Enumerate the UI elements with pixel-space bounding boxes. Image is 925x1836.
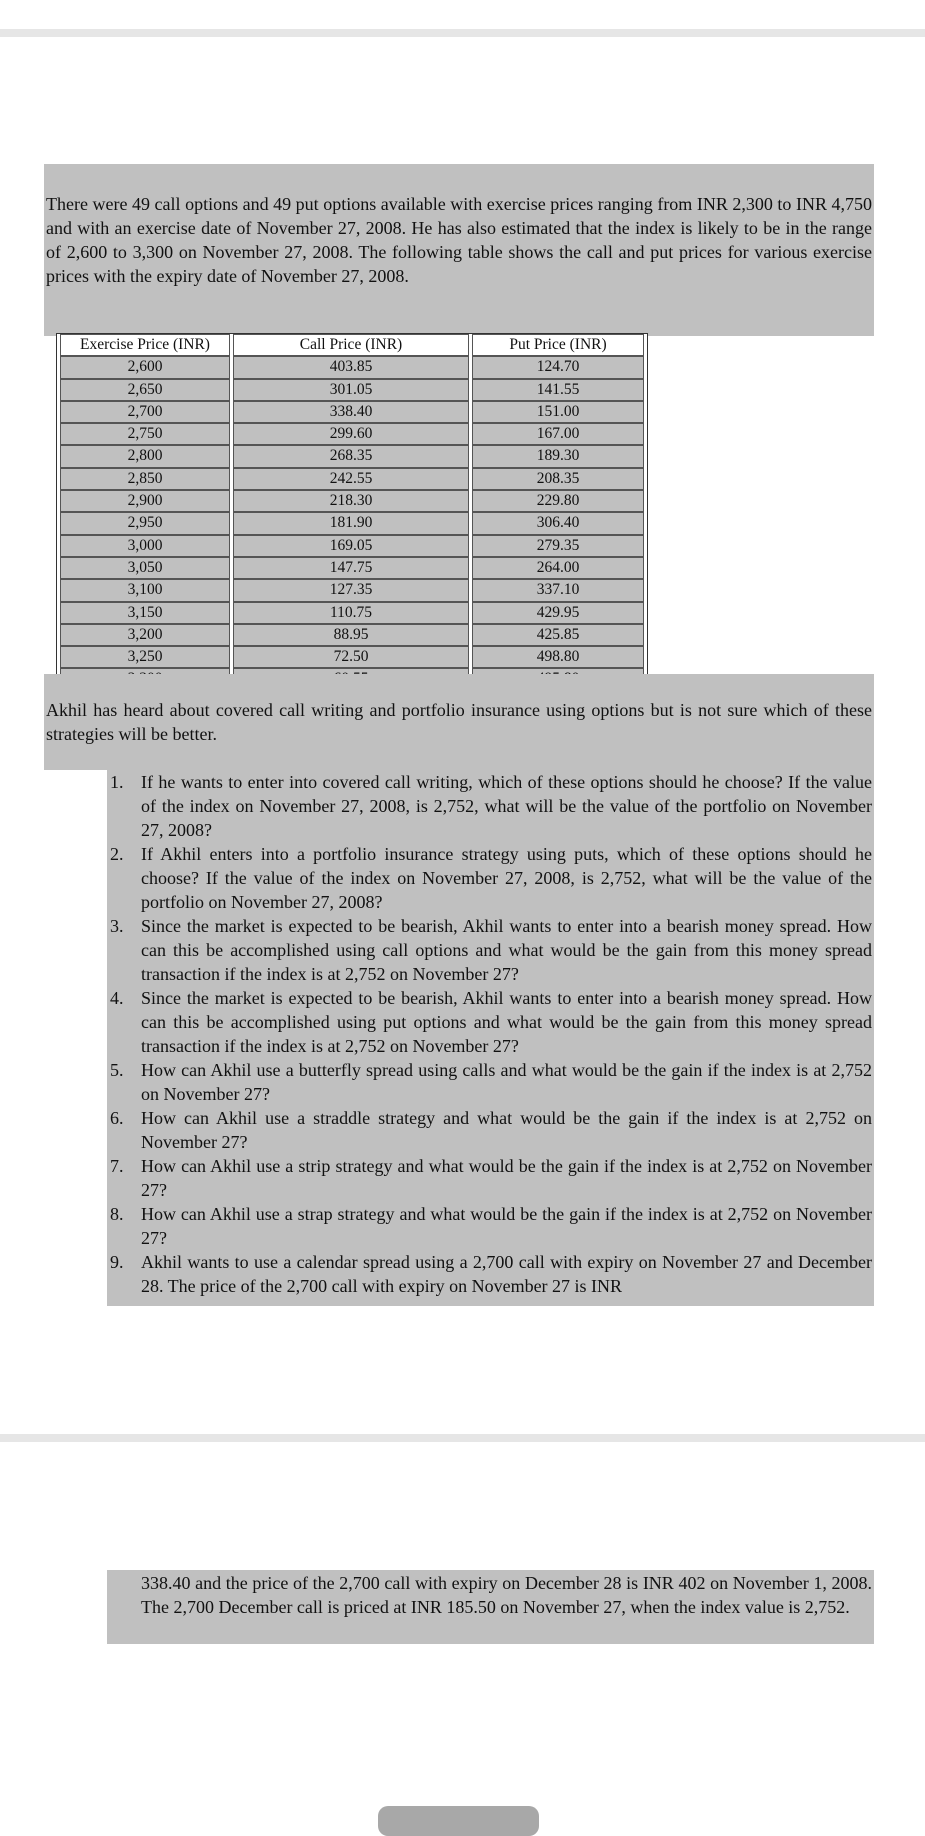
- question-number: 2.: [110, 844, 124, 864]
- call-price-cell: 299.60: [233, 423, 469, 445]
- table-row: [60, 602, 644, 624]
- put-price-cell: 425.85: [472, 624, 644, 646]
- put-price-cell: 167.00: [472, 423, 644, 445]
- put-price-cell: 229.80: [472, 490, 644, 512]
- call-price-cell: 268.35: [233, 445, 469, 467]
- table-row: [60, 646, 644, 668]
- put-price-cell: 208.35: [472, 468, 644, 490]
- header-exercise-price: Exercise Price (INR): [60, 334, 230, 356]
- put-price-cell: 141.55: [472, 379, 644, 401]
- call-price-cell: 127.35: [233, 579, 469, 601]
- call-price-cell: 72.50: [233, 646, 469, 668]
- call-price-cell: 110.75: [233, 602, 469, 624]
- call-price-cell: 181.90: [233, 512, 469, 534]
- question-number: 1.: [110, 772, 124, 792]
- question-text: Since the market is expected to be bearish, Akhil wants to enter into a bearish money spread. How can this be accomplished using call options and what would be the gain from this money spread transaction if the index is at 2,752 on November 27?: [141, 916, 872, 984]
- list-item: [107, 770, 874, 842]
- question-number: 4.: [110, 988, 124, 1008]
- question-number: 8.: [110, 1204, 124, 1224]
- list-item: [107, 1202, 874, 1250]
- table-row: [60, 401, 644, 423]
- question-number: 7.: [110, 1156, 124, 1176]
- put-price-cell: 306.40: [472, 512, 644, 534]
- table-header-row: [60, 334, 644, 356]
- list-item: [107, 1154, 874, 1202]
- page-break-divider: [0, 1434, 925, 1442]
- call-price-cell: 88.95: [233, 624, 469, 646]
- exercise-price-cell: 3,050: [60, 557, 230, 579]
- call-price-cell: 242.55: [233, 468, 469, 490]
- exercise-price-cell: 2,900: [60, 490, 230, 512]
- call-price-cell: 169.05: [233, 535, 469, 557]
- exercise-price-cell: 2,650: [60, 379, 230, 401]
- put-price-cell: 189.30: [472, 445, 644, 467]
- intro-paragraph: There were 49 call options and 49 put options available with exercise prices ranging from INR 2,300 to INR 4,750 and with an exercise date of November 27, 2008. He has also estimated that the index is likely to be in the range of 2,600 to 3,300 on November 27, 2008. The following table shows the call and put prices for various exercise prices with the expiry date of November 27, 2008.: [44, 164, 874, 336]
- question-number: 3.: [110, 916, 124, 936]
- question-text: If he wants to enter into covered call writing, which of these options should he choose? If the value of the index on November 27, 2008, is 2,752, what will be the value of the portfolio on November 27, 2008?: [141, 772, 872, 840]
- table-row: [60, 557, 644, 579]
- question-text: Since the market is expected to be bearish, Akhil wants to enter into a bearish money spread. How can this be accomplished using put options and what would be the gain from this money spread transaction if the index is at 2,752 on November 27?: [141, 988, 872, 1056]
- question-number: 6.: [110, 1108, 124, 1128]
- list-item: [107, 1106, 874, 1154]
- header-put-price: Put Price (INR): [472, 334, 644, 356]
- call-price-cell: 403.85: [233, 356, 469, 378]
- table-row: [60, 379, 644, 401]
- table-row: [60, 579, 644, 601]
- put-price-cell: 124.70: [472, 356, 644, 378]
- table-body: [60, 356, 644, 690]
- exercise-price-cell: 2,600: [60, 356, 230, 378]
- put-price-cell: 151.00: [472, 401, 644, 423]
- exercise-price-cell: 2,700: [60, 401, 230, 423]
- call-price-cell: 147.75: [233, 557, 469, 579]
- question-number: 5.: [110, 1060, 124, 1080]
- exercise-price-cell: 2,750: [60, 423, 230, 445]
- exercise-price-cell: 3,250: [60, 646, 230, 668]
- options-price-table: [56, 333, 648, 692]
- header-call-price: Call Price (INR): [233, 334, 469, 356]
- question-text: How can Akhil use a strip strategy and what would be the gain if the index is at 2,752 on November 27?: [141, 1156, 872, 1200]
- exercise-price-cell: 3,100: [60, 579, 230, 601]
- table-row: [60, 468, 644, 490]
- table-row: [60, 624, 644, 646]
- scroll-handle[interactable]: [378, 1806, 539, 1836]
- call-price-cell: 218.30: [233, 490, 469, 512]
- strategy-paragraph: Akhil has heard about covered call writing and portfolio insurance using options but is not sure which of these strategies will be better.: [44, 674, 874, 770]
- table-row: [60, 512, 644, 534]
- page-top-divider: [0, 29, 925, 37]
- list-item: [107, 1058, 874, 1106]
- call-price-cell: 301.05: [233, 379, 469, 401]
- exercise-price-cell: 3,000: [60, 535, 230, 557]
- exercise-price-cell: 3,150: [60, 602, 230, 624]
- table-row: [60, 445, 644, 467]
- table-row: [60, 535, 644, 557]
- table-row: [60, 423, 644, 445]
- put-price-cell: 429.95: [472, 602, 644, 624]
- question-text: How can Akhil use a strap strategy and what would be the gain if the index is at 2,752 on November 27?: [141, 1204, 872, 1248]
- list-item: [107, 842, 874, 914]
- list-item: [107, 986, 874, 1058]
- call-price-cell: 338.40: [233, 401, 469, 423]
- list-item: [107, 1250, 874, 1298]
- put-price-cell: 264.00: [472, 557, 644, 579]
- table-row: [60, 356, 644, 378]
- exercise-price-cell: 2,850: [60, 468, 230, 490]
- question-text: How can Akhil use a straddle strategy and what would be the gain if the index is at 2,752 on November 27?: [141, 1108, 872, 1152]
- question-number: 9.: [110, 1252, 124, 1272]
- continuation-paragraph: 338.40 and the price of the 2,700 call with expiry on December 28 is INR 402 on November 1, 2008. The 2,700 December call is priced at INR 185.50 on November 27, when the index value is 2,752.: [107, 1570, 874, 1644]
- exercise-price-cell: 2,800: [60, 445, 230, 467]
- question-text: How can Akhil use a butterfly spread using calls and what would be the gain if the index is at 2,752 on November 27?: [141, 1060, 872, 1104]
- exercise-price-cell: 2,950: [60, 512, 230, 534]
- question-text: If Akhil enters into a portfolio insurance strategy using puts, which of these options should he choose? If the value of the index on November 27, 2008, is 2,752, what will be the value of the portfolio on November 27, 2008?: [141, 844, 872, 912]
- exercise-price-cell: 3,200: [60, 624, 230, 646]
- put-price-cell: 337.10: [472, 579, 644, 601]
- list-item: [107, 914, 874, 986]
- question-list: [107, 770, 874, 1306]
- options-price-table-wrap: [56, 333, 648, 692]
- put-price-cell: 498.80: [472, 646, 644, 668]
- table-row: [60, 490, 644, 512]
- put-price-cell: 279.35: [472, 535, 644, 557]
- question-text: Akhil wants to use a calendar spread using a 2,700 call with expiry on November 27 and December 28. The price of the 2,700 call with expiry on November 27 is INR: [141, 1252, 872, 1296]
